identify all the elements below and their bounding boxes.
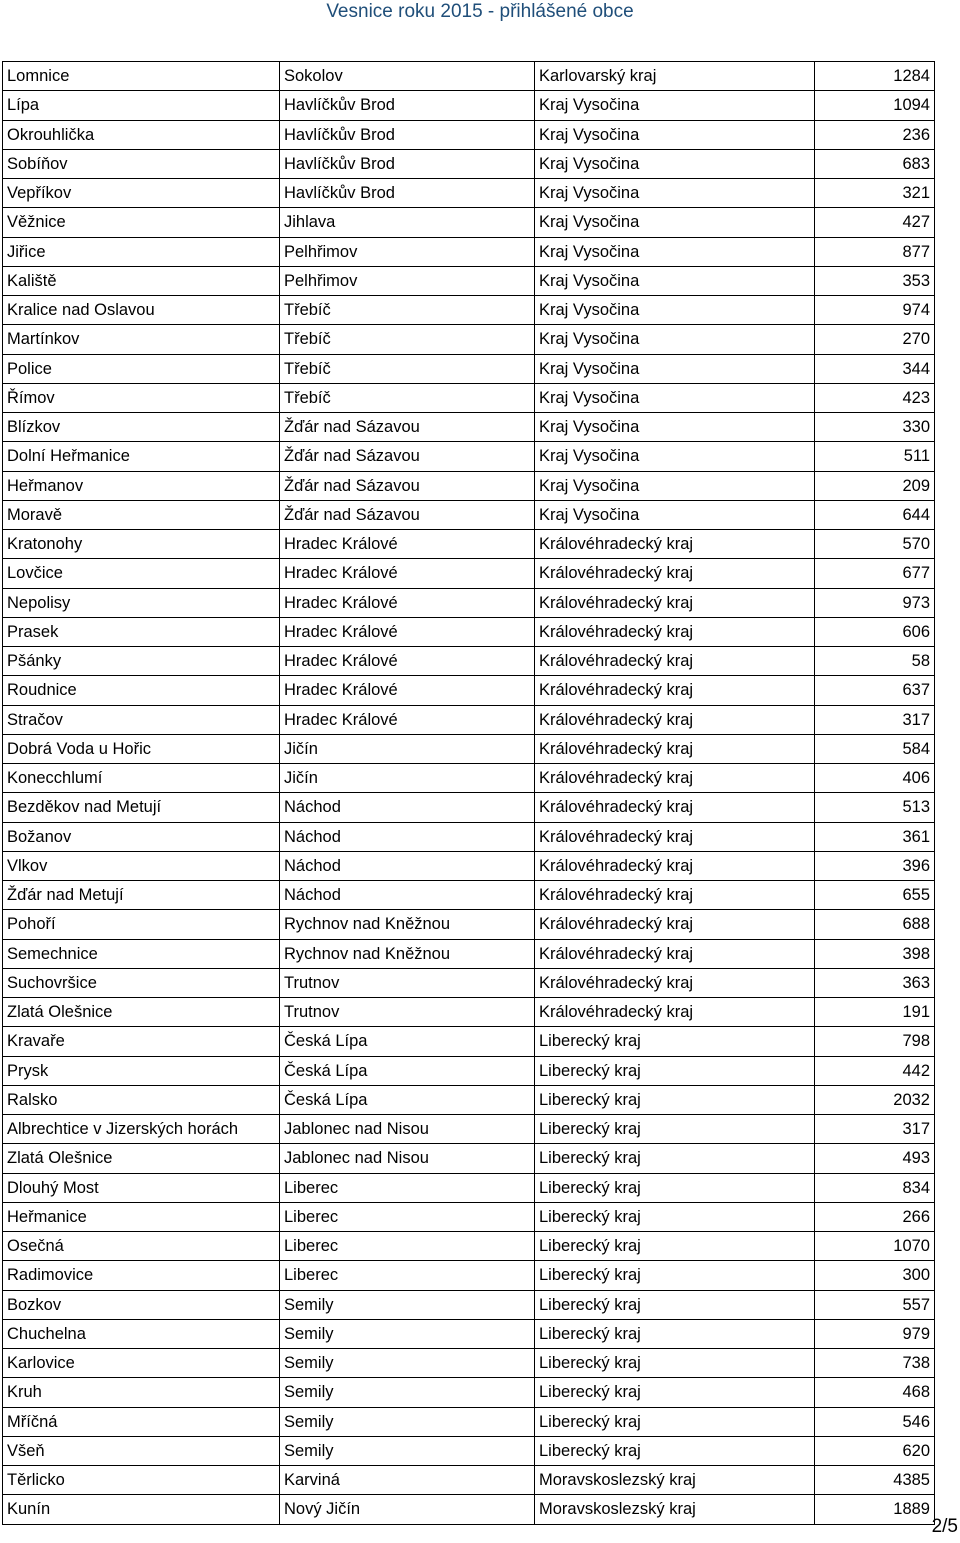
table-row <box>3 179 935 208</box>
region-cell: Liberecký kraj <box>535 1115 815 1144</box>
region-cell: Kraj Vysočina <box>535 120 815 149</box>
village-name-cell: Lípa <box>3 91 280 120</box>
region-cell: Kraj Vysočina <box>535 237 815 266</box>
village-name-cell: Suchovršice <box>3 968 280 997</box>
region-cell: Kraj Vysočina <box>535 471 815 500</box>
village-name-cell: Božanov <box>3 822 280 851</box>
district-cell: Třebíč <box>280 354 535 383</box>
region-cell: Kraj Vysočina <box>535 442 815 471</box>
village-name-cell: Pohoří <box>3 910 280 939</box>
district-cell: Třebíč <box>280 383 535 412</box>
table-row <box>3 442 935 471</box>
region-cell: Liberecký kraj <box>535 1349 815 1378</box>
district-cell: Náchod <box>280 881 535 910</box>
district-cell: Semily <box>280 1436 535 1465</box>
population-cell: 1284 <box>815 62 935 91</box>
population-cell: 58 <box>815 647 935 676</box>
table-row <box>3 676 935 705</box>
village-name-cell: Mříčná <box>3 1407 280 1436</box>
table-row <box>3 91 935 120</box>
table-row <box>3 617 935 646</box>
population-cell: 513 <box>815 793 935 822</box>
population-cell: 834 <box>815 1173 935 1202</box>
village-name-cell: Bezděkov nad Metují <box>3 793 280 822</box>
population-cell: 877 <box>815 237 935 266</box>
population-cell: 570 <box>815 530 935 559</box>
village-name-cell: Ralsko <box>3 1085 280 1114</box>
region-cell: Liberecký kraj <box>535 1261 815 1290</box>
population-cell: 330 <box>815 413 935 442</box>
district-cell: Liberec <box>280 1232 535 1261</box>
village-name-cell: Sobíňov <box>3 149 280 178</box>
district-cell: Hradec Králové <box>280 588 535 617</box>
region-cell: Královéhradecký kraj <box>535 793 815 822</box>
district-cell: Žďár nad Sázavou <box>280 413 535 442</box>
district-cell: Jičín <box>280 734 535 763</box>
district-cell: Třebíč <box>280 325 535 354</box>
population-cell: 236 <box>815 120 935 149</box>
table-row <box>3 764 935 793</box>
table-row <box>3 1232 935 1261</box>
district-cell: Semily <box>280 1319 535 1348</box>
table-row <box>3 354 935 383</box>
table-row <box>3 822 935 851</box>
district-cell: Havlíčkův Brod <box>280 120 535 149</box>
table-row <box>3 208 935 237</box>
population-cell: 270 <box>815 325 935 354</box>
population-cell: 406 <box>815 764 935 793</box>
table-row <box>3 1144 935 1173</box>
population-cell: 361 <box>815 822 935 851</box>
district-cell: Semily <box>280 1378 535 1407</box>
page-number: 2/5 <box>931 1516 958 1537</box>
population-cell: 317 <box>815 1115 935 1144</box>
population-cell: 300 <box>815 1261 935 1290</box>
table-row <box>3 705 935 734</box>
village-name-cell: Dobrá Voda u Hořic <box>3 734 280 763</box>
population-cell: 363 <box>815 968 935 997</box>
population-cell: 637 <box>815 676 935 705</box>
population-cell: 584 <box>815 734 935 763</box>
district-cell: Liberec <box>280 1173 535 1202</box>
table-row <box>3 1466 935 1495</box>
district-cell: Hradec Králové <box>280 647 535 676</box>
population-cell: 423 <box>815 383 935 412</box>
village-name-cell: Okrouhlička <box>3 120 280 149</box>
village-name-cell: Prasek <box>3 617 280 646</box>
table-row <box>3 1115 935 1144</box>
table-row <box>3 881 935 910</box>
district-cell: Havlíčkův Brod <box>280 179 535 208</box>
population-cell: 655 <box>815 881 935 910</box>
district-cell: Česká Lípa <box>280 1027 535 1056</box>
table-row <box>3 325 935 354</box>
district-cell: Trutnov <box>280 968 535 997</box>
region-cell: Královéhradecký kraj <box>535 559 815 588</box>
population-cell: 2032 <box>815 1085 935 1114</box>
village-name-cell: Všeň <box>3 1436 280 1465</box>
region-cell: Liberecký kraj <box>535 1202 815 1231</box>
table-row <box>3 266 935 295</box>
district-cell: Náchod <box>280 851 535 880</box>
population-cell: 353 <box>815 266 935 295</box>
region-cell: Královéhradecký kraj <box>535 734 815 763</box>
table-row <box>3 1436 935 1465</box>
district-cell: Karviná <box>280 1466 535 1495</box>
table-row <box>3 1027 935 1056</box>
village-name-cell: Kravaře <box>3 1027 280 1056</box>
region-cell: Kraj Vysočina <box>535 266 815 295</box>
population-cell: 398 <box>815 939 935 968</box>
village-name-cell: Karlovice <box>3 1349 280 1378</box>
village-name-cell: Římov <box>3 383 280 412</box>
region-cell: Kraj Vysočina <box>535 179 815 208</box>
table-row <box>3 1407 935 1436</box>
village-name-cell: Chuchelna <box>3 1319 280 1348</box>
table-row <box>3 1056 935 1085</box>
region-cell: Královéhradecký kraj <box>535 851 815 880</box>
population-cell: 1070 <box>815 1232 935 1261</box>
table-row <box>3 149 935 178</box>
village-name-cell: Radimovice <box>3 1261 280 1290</box>
village-name-cell: Lomnice <box>3 62 280 91</box>
population-cell: 468 <box>815 1378 935 1407</box>
table-row <box>3 1495 935 1524</box>
population-cell: 4385 <box>815 1466 935 1495</box>
district-cell: Česká Lípa <box>280 1056 535 1085</box>
village-name-cell: Věžnice <box>3 208 280 237</box>
village-name-cell: Žďár nad Metují <box>3 881 280 910</box>
district-cell: Žďár nad Sázavou <box>280 442 535 471</box>
district-cell: Rychnov nad Kněžnou <box>280 939 535 968</box>
table-row <box>3 910 935 939</box>
population-cell: 442 <box>815 1056 935 1085</box>
population-cell: 344 <box>815 354 935 383</box>
village-name-cell: Bozkov <box>3 1290 280 1319</box>
region-cell: Moravskoslezský kraj <box>535 1466 815 1495</box>
village-name-cell: Těrlicko <box>3 1466 280 1495</box>
district-cell: Sokolov <box>280 62 535 91</box>
village-name-cell: Lovčice <box>3 559 280 588</box>
village-name-cell: Albrechtice v Jizerských horách <box>3 1115 280 1144</box>
village-name-cell: Moravě <box>3 500 280 529</box>
table-row <box>3 1319 935 1348</box>
district-cell: Hradec Králové <box>280 705 535 734</box>
village-name-cell: Dlouhý Most <box>3 1173 280 1202</box>
region-cell: Liberecký kraj <box>535 1378 815 1407</box>
table-row <box>3 471 935 500</box>
population-cell: 606 <box>815 617 935 646</box>
population-cell: 677 <box>815 559 935 588</box>
table-row <box>3 647 935 676</box>
table-row <box>3 968 935 997</box>
district-cell: Nový Jičín <box>280 1495 535 1524</box>
district-cell: Semily <box>280 1290 535 1319</box>
district-cell: Liberec <box>280 1202 535 1231</box>
region-cell: Královéhradecký kraj <box>535 998 815 1027</box>
village-name-cell: Zlatá Olešnice <box>3 1144 280 1173</box>
population-cell: 546 <box>815 1407 935 1436</box>
region-cell: Kraj Vysočina <box>535 500 815 529</box>
district-cell: Rychnov nad Kněžnou <box>280 910 535 939</box>
population-cell: 1094 <box>815 91 935 120</box>
table-body <box>3 62 935 1525</box>
table-row <box>3 851 935 880</box>
page-title: Vesnice roku 2015 - přihlášené obce <box>326 1 634 22</box>
village-name-cell: Heřmanice <box>3 1202 280 1231</box>
population-cell: 427 <box>815 208 935 237</box>
village-name-cell: Jiřice <box>3 237 280 266</box>
population-cell: 798 <box>815 1027 935 1056</box>
table-row <box>3 296 935 325</box>
population-cell: 557 <box>815 1290 935 1319</box>
table-row <box>3 413 935 442</box>
region-cell: Liberecký kraj <box>535 1144 815 1173</box>
table-row <box>3 120 935 149</box>
population-cell: 979 <box>815 1319 935 1348</box>
region-cell: Liberecký kraj <box>535 1056 815 1085</box>
village-name-cell: Pšánky <box>3 647 280 676</box>
region-cell: Liberecký kraj <box>535 1085 815 1114</box>
table-row <box>3 383 935 412</box>
region-cell: Královéhradecký kraj <box>535 764 815 793</box>
district-cell: Česká Lípa <box>280 1085 535 1114</box>
district-cell: Jihlava <box>280 208 535 237</box>
village-name-cell: Heřmanov <box>3 471 280 500</box>
table-row <box>3 1349 935 1378</box>
village-name-cell: Blízkov <box>3 413 280 442</box>
table-row <box>3 793 935 822</box>
table-row <box>3 1202 935 1231</box>
region-cell: Královéhradecký kraj <box>535 647 815 676</box>
region-cell: Královéhradecký kraj <box>535 676 815 705</box>
population-cell: 396 <box>815 851 935 880</box>
table-row <box>3 998 935 1027</box>
population-cell: 321 <box>815 179 935 208</box>
region-cell: Kraj Vysočina <box>535 354 815 383</box>
region-cell: Kraj Vysočina <box>535 149 815 178</box>
district-cell: Havlíčkův Brod <box>280 91 535 120</box>
population-cell: 688 <box>815 910 935 939</box>
table-row <box>3 1290 935 1319</box>
region-cell: Liberecký kraj <box>535 1290 815 1319</box>
village-name-cell: Dolní Heřmanice <box>3 442 280 471</box>
district-cell: Náchod <box>280 822 535 851</box>
table-row <box>3 62 935 91</box>
district-cell: Žďár nad Sázavou <box>280 471 535 500</box>
district-cell: Semily <box>280 1349 535 1378</box>
village-name-cell: Prysk <box>3 1056 280 1085</box>
table-row <box>3 500 935 529</box>
district-cell: Havlíčkův Brod <box>280 149 535 178</box>
district-cell: Hradec Králové <box>280 530 535 559</box>
region-cell: Kraj Vysočina <box>535 413 815 442</box>
village-name-cell: Vlkov <box>3 851 280 880</box>
village-name-cell: Kratonohy <box>3 530 280 559</box>
population-cell: 974 <box>815 296 935 325</box>
region-cell: Královéhradecký kraj <box>535 822 815 851</box>
table-row <box>3 939 935 968</box>
district-cell: Pelhřimov <box>280 237 535 266</box>
district-cell: Jablonec nad Nisou <box>280 1144 535 1173</box>
table-row <box>3 1378 935 1407</box>
district-cell: Hradec Králové <box>280 617 535 646</box>
region-cell: Liberecký kraj <box>535 1173 815 1202</box>
table-row <box>3 530 935 559</box>
region-cell: Královéhradecký kraj <box>535 881 815 910</box>
region-cell: Kraj Vysočina <box>535 296 815 325</box>
district-cell: Semily <box>280 1407 535 1436</box>
village-name-cell: Kaliště <box>3 266 280 295</box>
village-name-cell: Stračov <box>3 705 280 734</box>
region-cell: Královéhradecký kraj <box>535 588 815 617</box>
region-cell: Královéhradecký kraj <box>535 910 815 939</box>
region-cell: Královéhradecký kraj <box>535 705 815 734</box>
region-cell: Kraj Vysočina <box>535 91 815 120</box>
population-cell: 620 <box>815 1436 935 1465</box>
village-name-cell: Police <box>3 354 280 383</box>
table-row <box>3 1261 935 1290</box>
district-cell: Liberec <box>280 1261 535 1290</box>
district-cell: Jičín <box>280 764 535 793</box>
village-name-cell: Semechnice <box>3 939 280 968</box>
region-cell: Karlovarský kraj <box>535 62 815 91</box>
region-cell: Královéhradecký kraj <box>535 617 815 646</box>
region-cell: Kraj Vysočina <box>535 383 815 412</box>
population-cell: 1889 <box>815 1495 935 1524</box>
population-cell: 266 <box>815 1202 935 1231</box>
population-cell: 511 <box>815 442 935 471</box>
region-cell: Královéhradecký kraj <box>535 939 815 968</box>
region-cell: Liberecký kraj <box>535 1027 815 1056</box>
district-cell: Pelhřimov <box>280 266 535 295</box>
village-name-cell: Osečná <box>3 1232 280 1261</box>
district-cell: Jablonec nad Nisou <box>280 1115 535 1144</box>
region-cell: Kraj Vysočina <box>535 325 815 354</box>
village-name-cell: Konecchlumí <box>3 764 280 793</box>
population-cell: 973 <box>815 588 935 617</box>
village-name-cell: Nepolisy <box>3 588 280 617</box>
table-row <box>3 588 935 617</box>
district-cell: Náchod <box>280 793 535 822</box>
population-cell: 738 <box>815 1349 935 1378</box>
district-cell: Hradec Králové <box>280 559 535 588</box>
region-cell: Liberecký kraj <box>535 1232 815 1261</box>
table-row <box>3 1085 935 1114</box>
village-name-cell: Roudnice <box>3 676 280 705</box>
district-cell: Trutnov <box>280 998 535 1027</box>
village-name-cell: Zlatá Olešnice <box>3 998 280 1027</box>
region-cell: Liberecký kraj <box>535 1436 815 1465</box>
villages-table <box>2 61 935 1525</box>
village-name-cell: Martínkov <box>3 325 280 354</box>
region-cell: Královéhradecký kraj <box>535 530 815 559</box>
village-name-cell: Vepříkov <box>3 179 280 208</box>
table-row <box>3 734 935 763</box>
population-cell: 644 <box>815 500 935 529</box>
region-cell: Liberecký kraj <box>535 1407 815 1436</box>
village-name-cell: Kunín <box>3 1495 280 1524</box>
region-cell: Moravskoslezský kraj <box>535 1495 815 1524</box>
population-cell: 191 <box>815 998 935 1027</box>
region-cell: Královéhradecký kraj <box>535 968 815 997</box>
village-name-cell: Kralice nad Oslavou <box>3 296 280 325</box>
population-cell: 317 <box>815 705 935 734</box>
region-cell: Liberecký kraj <box>535 1319 815 1348</box>
table-row <box>3 1173 935 1202</box>
table-row <box>3 559 935 588</box>
population-cell: 209 <box>815 471 935 500</box>
village-name-cell: Kruh <box>3 1378 280 1407</box>
region-cell: Kraj Vysočina <box>535 208 815 237</box>
district-cell: Třebíč <box>280 296 535 325</box>
population-cell: 493 <box>815 1144 935 1173</box>
table-row <box>3 237 935 266</box>
population-cell: 683 <box>815 149 935 178</box>
district-cell: Hradec Králové <box>280 676 535 705</box>
district-cell: Žďár nad Sázavou <box>280 500 535 529</box>
